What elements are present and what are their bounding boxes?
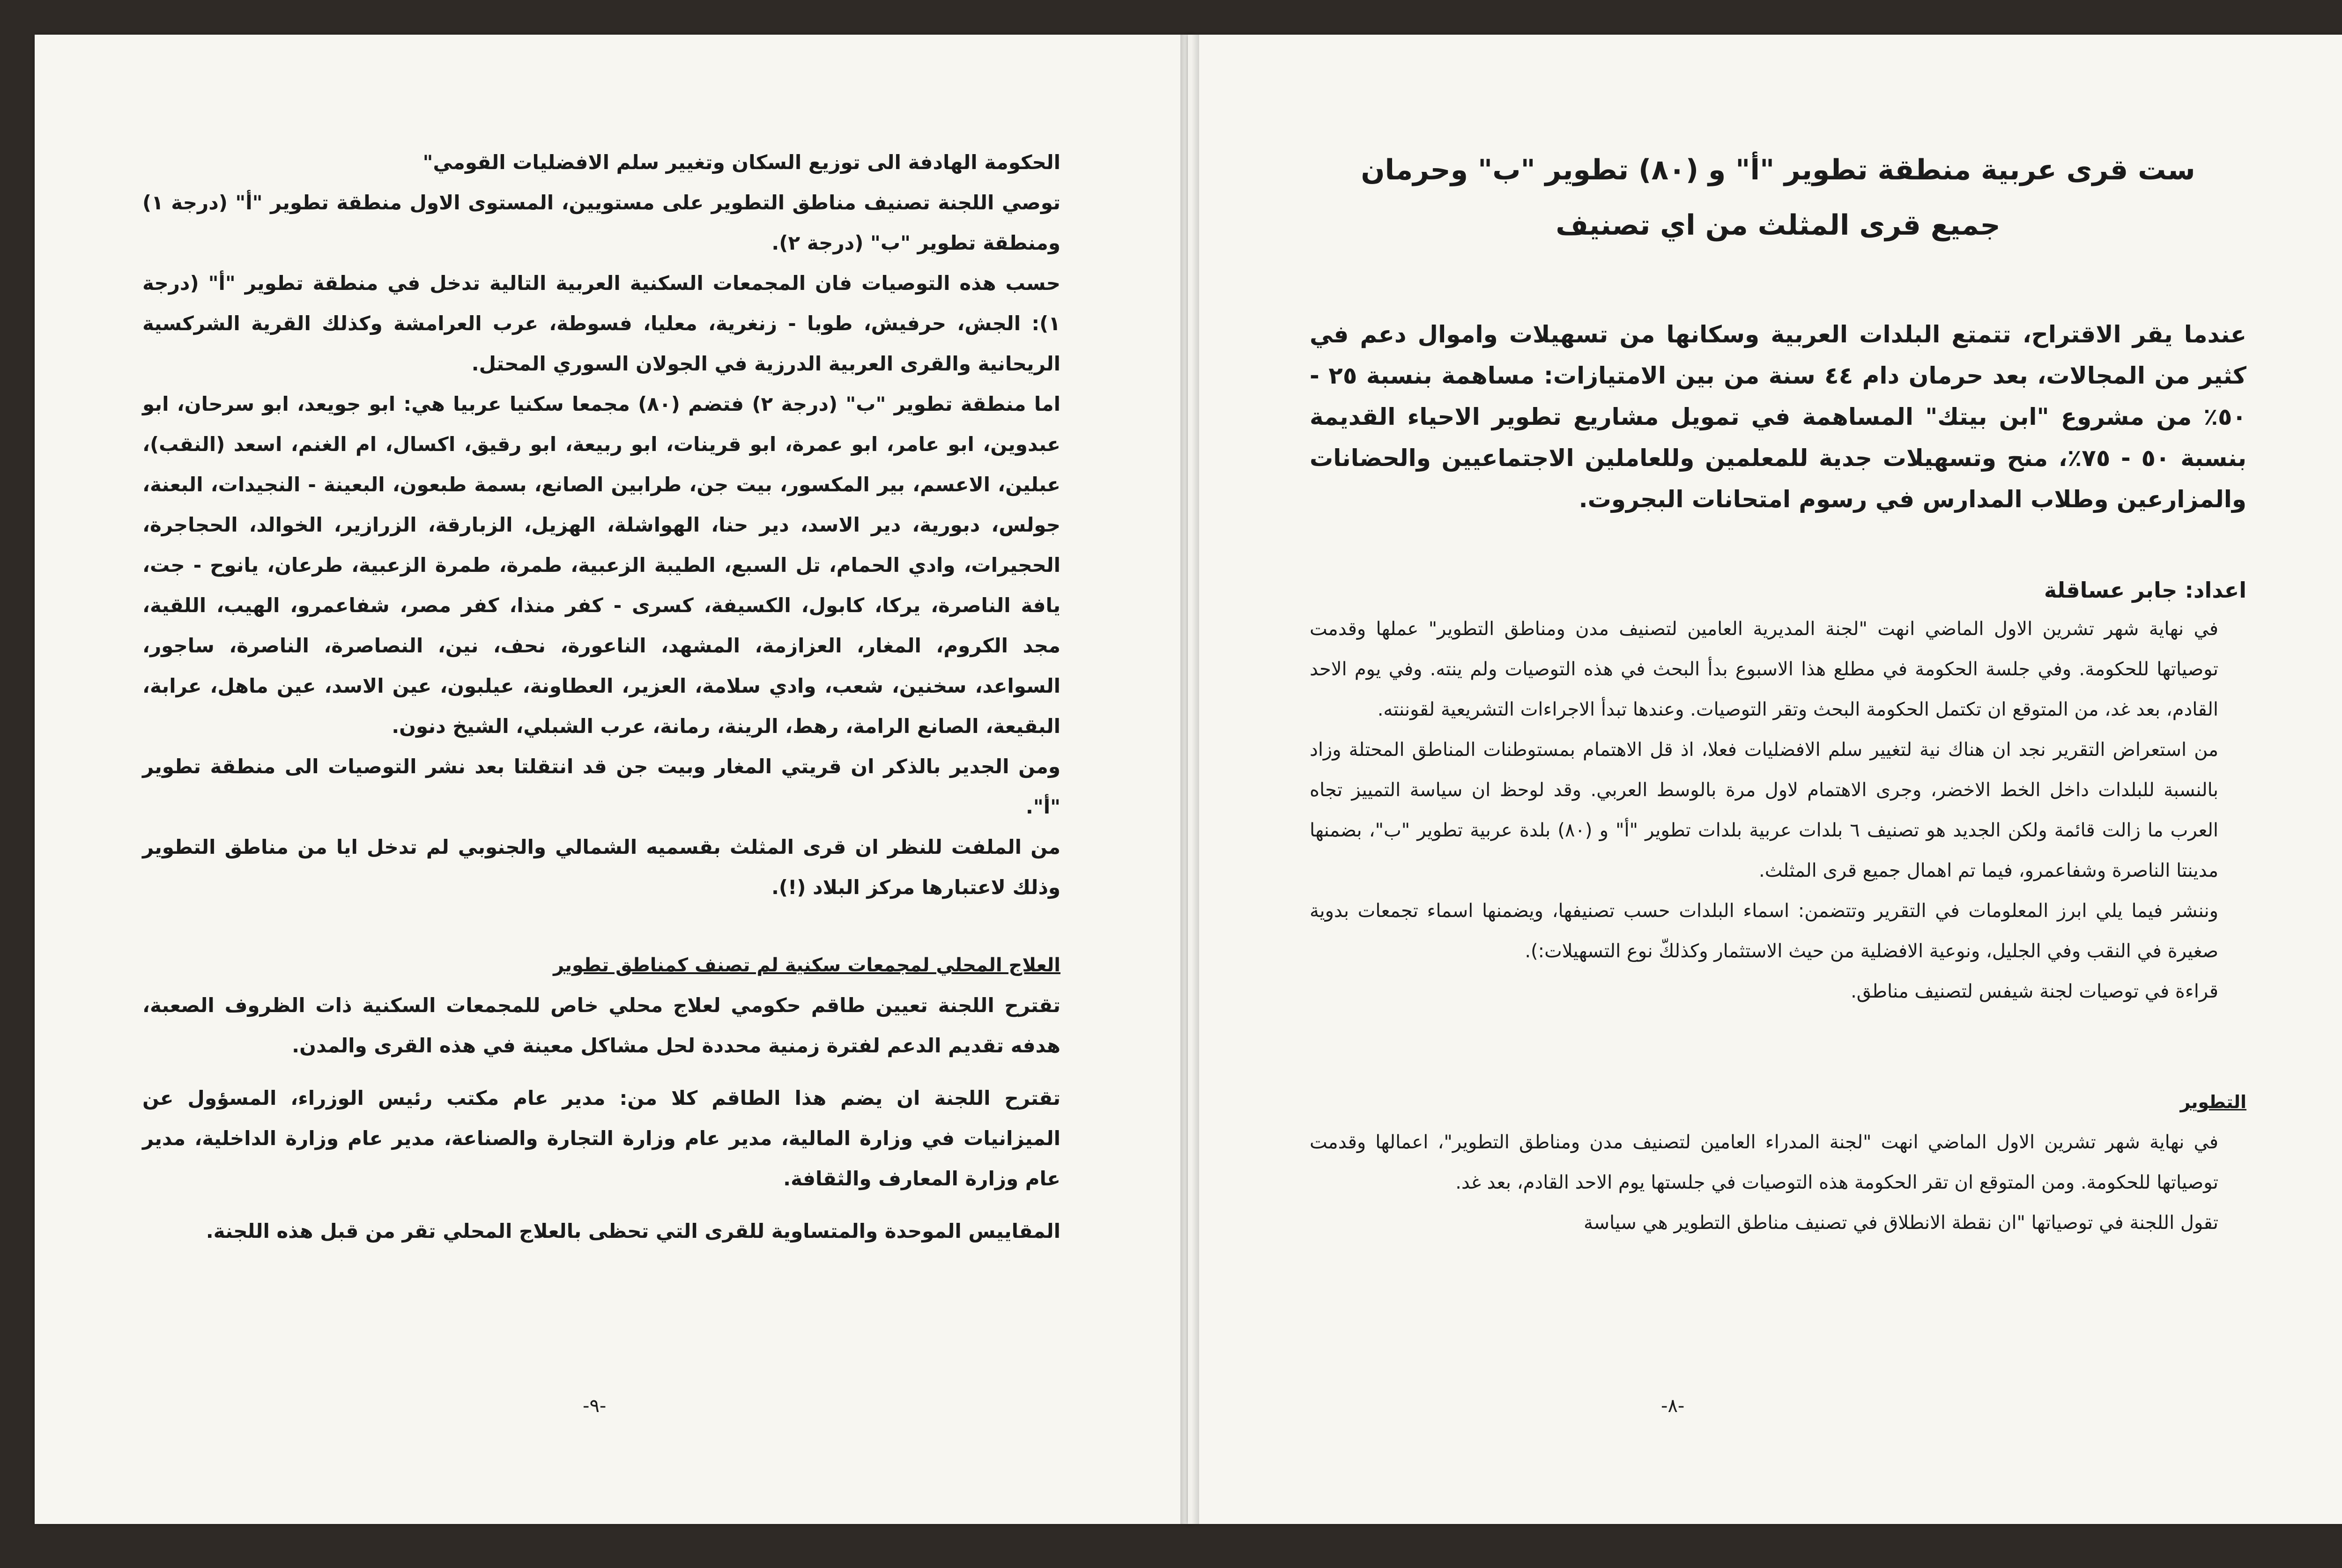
paragraph: في نهاية شهر تشرين الاول الماضي انهت "لجنة المديرية العامين لتصنيف مدن ومناطق التطوير" عملها وقدمت توصياتها للحكومة. وفي جلسة الحكومة في مطلع هذا الاسبوع بدأ البحث في هذه التوصيات ولم ينته. وفي يوم الاحد القادم، بعد غد، من المتوقع ان تكتمل الحكومة البحث وتقر التوصيات. وعندها تبدأ الاجراءات التشريعية لقوننته. bbox=[1310, 618, 2218, 720]
lead-paragraph: عندما يقر الاقتراح، تتمتع البلدات العربية وسكانها من تسهيلات واموال دعم في كثير من المجالات، بعد حرمان دام ٤٤ سنة من بين الامتيازات: مساهمة بنسبة ٢٥ - ٥٠٪ من مشروع "ابن بيتك" المساهمة في تمويل مشاريع تطوير الاحياء القديمة بنسبة ٥٠ - ٧٥٪، منح وتسهيلات جدية للمعلمين وللعاملين الاجتماعيين والحضانات والمزارعين وطلاب المدارس في رسوم امتحانات البجروت. bbox=[1310, 321, 2246, 513]
title-line: ست قرى عربية منطقة تطوير "أ" و (٨٠) تطوير "ب" وحرمان bbox=[1361, 154, 2195, 186]
paragraph: الحكومة الهادفة الى توزيع السكان وتغيير سلم الافضليات القومي" bbox=[422, 151, 1060, 174]
paragraph: في نهاية شهر تشرين الاول الماضي انهت "لجنة المدراء العامين لتصنيف مدن ومناطق التطوير"، اعمالها وقدمت توصياتها للحكومة. ومن المتوقع ان تقر الحكومة هذه التوصيات في جلستها يوم الاحد القادم، بعد غد. bbox=[1310, 1132, 2218, 1193]
article-title bbox=[1310, 142, 2246, 253]
right-text-column bbox=[1310, 142, 2246, 1243]
section-heading: العلاج المحلي لمجمعات سكنية لم تصنف كمناطق تطوير bbox=[553, 954, 1060, 976]
paragraph: من الملفت للنظر ان قرى المثلث بقسميه الشمالي والجنوبي لم تدخل ايا من مناطق التطوير وذلك لاعتبارها مركز البلاد (!). bbox=[142, 836, 1060, 899]
paragraph: حسب هذه التوصيات فان المجمعات السكنية العربية التالية تدخل في منطقة تطوير "أ" (درجة ١): الجش، حرفيش، طوبا - زنغرية، معليا، فسوطة، عرب العرامشة وكذلك القرية الشركسية الريحانية والقرى العربية الدرزية في الجولان السوري المحتل. bbox=[142, 272, 1060, 375]
byline: اعداد: جابر عساقلة bbox=[2044, 577, 2246, 603]
section-heading: التطوير bbox=[2180, 1092, 2246, 1112]
page-number: -٩- bbox=[583, 1395, 607, 1417]
left-page bbox=[35, 35, 1192, 1524]
right-page bbox=[1188, 35, 2342, 1524]
left-text-column bbox=[142, 142, 1060, 1251]
paragraph: اما منطقة تطوير "ب" (درجة ٢) فتضم (٨٠) مجمعا سكنيا عربيا هي: ابو جويعد، ابو سرحان، ابو عبدوين، ابو عامر، ابو عمرة، ابو قرينات، ابو ربيعة، ابو رقيق، اكسال، ام الغنم، اسعد (النقب)، عبلين، الاعسم، بير المكسور، بيت جن، طرابين الصانع، بسمة طبعون، البعينة - النجيدات، البعنة، جولس، دبورية، دير الاسد، دير حنا، الهواشلة، الهزيل، الزبارقة، الزرازير، الخوالد، الحجاجرة، الحجيرات، وادي الحمام، تل السبع، الطيبة الزعبية، طمرة، طمرة الزعبية، طرعان، يانوح - جت، يافة الناصرة، يركا، كابول، الكسيفة، كسرى - كفر منذا، كفر مصر، شفاعمرو، الهيب، اللقية، مجد الكروم، المغار، العزازمة، المشهد، الناعورة، نحف، نين، النصاصرة، الناصرة، ساجور، السواعد، سخنين، شعب، وادي سلامة، العزير، العطاونة، عيلبون، عين الاسد، عين ماهل، عرابة، البقيعة، الصانع الرامة، رهط، الرينة، رمانة، عرب الشبلي، الشيخ دنون. bbox=[142, 392, 1060, 738]
paragraph: المقاييس الموحدة والمتساوية للقرى التي تحظى بالعلاج المحلي تقر من قبل هذه اللجنة. bbox=[206, 1220, 1060, 1243]
paragraph: ومن الجدير بالذكر ان قريتي المغار وبيت جن قد انتقلتا بعد نشر التوصيات الى منطقة تطوير "أ". bbox=[142, 755, 1060, 818]
paragraph: تقترح اللجنة ان يضم هذا الطاقم كلا من: مدير عام مكتب رئيس الوزراء، المسؤول عن الميزانيات في وزارة المالية، مدير عام وزارة التجارة والصناعة، مدير عام وزارة الداخلية، مدير عام وزارة المعارف والثقافة. bbox=[142, 1087, 1060, 1190]
page-number: -٨- bbox=[1661, 1395, 1685, 1417]
paragraph: قراءة في توصيات لجنة شيفس لتصنيف مناطق. bbox=[1851, 981, 2218, 1002]
paragraph: تقترح اللجنة تعيين طاقم حكومي لعلاج محلي خاص للمجمعات السكنية ذات الظروف الصعبة، هدفه تقديم الدعم لفترة زمنية محددة لحل مشاكل معينة في هذه القرى والمدن. bbox=[142, 994, 1060, 1057]
paragraph: توصي اللجنة تصنيف مناطق التطوير على مستويين، المستوى الاول منطقة تطوير "أ" (درجة ١) ومنطقة تطوير "ب" (درجة ٢). bbox=[142, 191, 1060, 254]
title-line: جميع قرى المثلث من اي تصنيف bbox=[1556, 209, 2001, 242]
book-gutter bbox=[1180, 35, 1199, 1524]
paragraph: تقول اللجنة في توصياتها "ان نقطة الانطلاق في تصنيف مناطق التطوير هي سياسة bbox=[1584, 1212, 2218, 1234]
paragraph: من استعراض التقرير نجد ان هناك نية لتغيير سلم الافضليات فعلا، اذ قل الاهتمام بمستوطنات المناطق المحتلة وزاد بالنسبة للبلدات داخل الخط الاخضر، وجرى الاهتمام لاول مرة بالوسط العربي. وقد لوحظ ان سياسة التمييز تجاه العرب ما زالت قائمة ولكن الجديد هو تصنيف ٦ بلدات عربية بلدات تطوير "أ" و (٨٠) بلدة عربية تطوير "ب"، بضمنها مدينتا الناصرة وشفاعمرو، فيما تم اهمال جميع قرى المثلث. bbox=[1310, 739, 2218, 881]
paragraph: وننشر فيما يلي ابرز المعلومات في التقرير وتتضمن: اسماء البلدات حسب تصنيفها، ويضمنها اسماء تجمعات بدوية صغيرة في النقب وفي الجليل، ونوعية الافضلية من حيث الاستثمار وكذلكّ نوع التسهيلات:). bbox=[1310, 900, 2218, 962]
